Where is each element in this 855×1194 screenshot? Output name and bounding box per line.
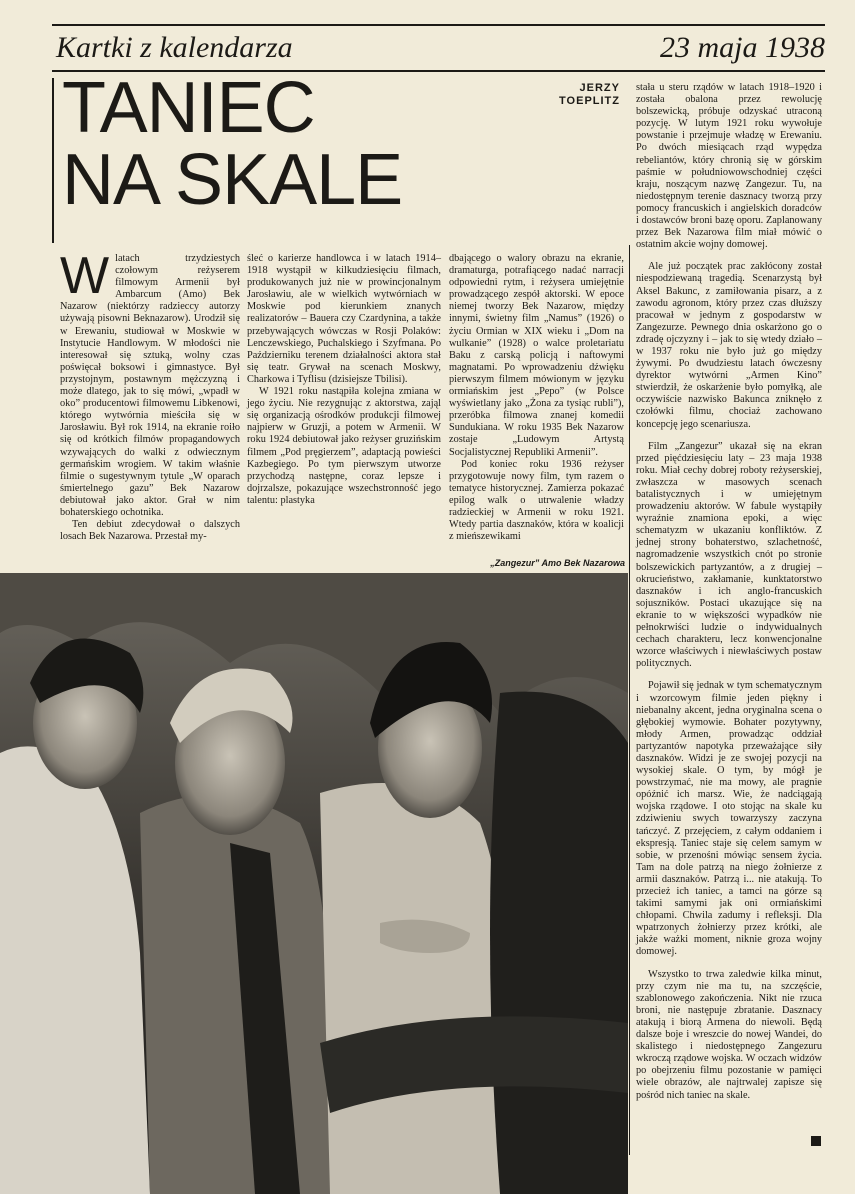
section-title: Kartki z kalendarza <box>56 31 293 64</box>
text-column-2 <box>247 253 441 507</box>
paragraph: Ale już początek prac zakłócony został niespodziewaną tragedią. Scenarzystą był Aksel Bakunc, z zamiłowania pisarz, a z zawodu agronom, który przez czas dłuższy pracował w jednym z gospodarstw w Zangezurze. Pewnego dnia oskarżono go o zdradę ojczyzny i – jak to się wtedy działo – w 1937 roku nie było już go między żywymi. Po dwudziestu latach ówczesny dyrektor wytwórni „Armen Kino” stwierdził, że oskarżenie było pomyłką, ale oczywiście nazwisko Bakunca zniknęło z czołówki filmu, chociaż zachowano koncepcję jego scenariusza. <box>636 261 822 430</box>
paragraph: dbającego o walory obrazu na ekranie, dramaturga, potrafiącego nadać narracji odpowiedni rytm, i reżysera umiejętnie prowadzącego zespół aktorski. W epoce niemej tworzy Bek Nazarow, między innymi, świetny film „Namus” (1926) o życiu Ormian w XIX wieku i „Dom na wulkanie” (1928) o walce proletariatu Baku z carską policją i naftowymi magnatami. Po wprowadzeniu dźwięku pierwszym filmem mówionym w języku ormiańskim jest „Pepo” (w Polsce wyświetlany jako „Żona za tysiąc rubli”), przeróbka filmowa znanej komedii Sundukiana. W roku 1935 Bek Nazarow zostaje „Ludowym Artystą Socjalistycznej Republiki Armenii”. <box>449 253 624 458</box>
paragraph: Pojawił się jednak w tym schematycznym i wzorcowym filmie jeden piękny i niebanalny akcent, jedna oryginalna scena o głębokiej wymowie. Bohater pozytywny, młody Armen, prowadząc oddział partyzantów napotyka przeważające siły dasznaków. Widzi je ze swojej pozycji na wysokiej skale. O tym, by mógł je powstrzymać, nie ma mowy, ale pragnie opóźnić ich marsz. Wie, że nadciągają wojska rządowe. I oto stojąc na skale ku zdziwieniu swych towarzyszy zaczyna tańczyć. Z przejęciem, z całym oddaniem i ekspresją. Taniec staje się celem samym w sobie, w przenośni mówiąc sensem życia. Tam na dole patrzą na niego żołnierze z armii dasznaków. Patrzą i... nie atakują. To przecież ich taniec, a tamci na górze są takimi samymi jak oni ormiańskimi chłopami. Chwila zadumy i refleksji. Dla wpatrzonych żołnierzy przez krótki, ale jakże ważki moment, niknie groza wojny domowej. <box>636 680 822 958</box>
paragraph: Wszystko to trwa zaledwie kilka minut, przy czym nie ma tu, na szczęście, szablonowego zakończenia. Nikt nie rzuca broni, nie następuje zbratanie. Dasznacy atakują i biorą Armena do niewoli. Będą dalsze boje i wreszcie do nowej Wandei, do skalistego i niedostępnego Zangezuru wkroczą rządowe wojska. W oczach widzów po obejrzeniu filmu pozostanie w pamięci wiele obrazów, ale najtrwalej zapisze się pośród nich taniec na skale. <box>636 968 822 1101</box>
author-last-name: TOEPLITZ <box>559 95 620 107</box>
drop-cap: W <box>60 247 110 305</box>
text-column-3 <box>449 253 624 543</box>
column-divider <box>629 245 630 1155</box>
film-still-photo <box>0 573 628 1194</box>
issue-date: 23 maja 1938 <box>660 31 825 64</box>
paragraph: Ten debiut zdecydował o dalszych losach Bek Nazarowa. Przestał my- <box>60 519 240 543</box>
text-column-4 <box>636 82 822 1102</box>
paragraph: śleć o karierze handlowca i w latach 1914–1918 wystąpił w kilkudziesięciu filmach, produkowanych już nie w prowincjonalnym Jarosławiu, ale w wielkich wytwórniach w Moskwie pod kierunkiem znanych realizatorów – Bauera czy Czardynina, a także przebywających wówczas w Rosji Polaków: Lenczewskiego, Puchalskiego i Szyfmana. Po Październiku terenem działalności aktora stał się teatr. Grywał na scenach Moskwy, Charkowa i Tyflisu (dzisiejsze Tbilisi). <box>247 253 441 385</box>
paragraph: Wlatach trzydziestych czołowym reżyserem filmowym Armenii był Ambarcum (Amo) Bek Nazarow (niektórzy radzieccy autorzy używają pisowni Beknazarow). Urodził się w Erewaniu, studiował w Moskwie w Instytucie Handlowym. W młodości nie interesował się sztuką, wolny czas poświęcał boksowi i gimnastyce. Był przystojnym, postawnym mężczyzną i może dlatego, jak to się mówi, „wpadł w oko” producentowi filmowemu Libkenowi, którego wytwórnia mieściła się w Jarosławiu. Był rok 1914, na ekranie roiło się od krótkich filmów propagandowych wzywających do walki z odwiecznym germańskim wrogiem. W takim właśnie filmie o sugestywnym tytule „W oparach śmiertelnego gazu” Bek Nazarow debiutował jako aktor. Grał w nim bohaterskiego ochotnika. <box>60 247 240 518</box>
paragraph: W 1921 roku nastąpiła kolejna zmiana w jego życiu. Nie rezygnując z aktorstwa, zająl się organizacją ośrodków produkcji filmowej najpierw w Gruzji, a potem w Armenii. W roku 1924 debiutował jako reżyser gruzińskim filmem „Pod pręgierzem”, adaptacją powieści Kazbegiego. Po tym pierwszym utworze przychodzą następne, coraz lepsze i dojrzalsze, pokazujące wszechstronność jego talentu: plastyka <box>247 386 441 506</box>
photo-caption: „Zangezur” Amo Bek Nazarowa <box>490 558 625 568</box>
paragraph: stała u steru rządów w latach 1918–1920 i została obalona przez rewolucję bolszewicką, próbuje odzyskać utraconą pozycję. W lutym 1921 roku wywołuje powstanie i przejmuje władzę w Erewaniu. Po dwóch miesiącach rząd wypędza rebeliantów, który chronią się w górskim paśmie w południowowschodniej części kraju, noszącym nazwę Zangezur. Tu, na niedostępnym terenie dasznacy tworzą przy pomocy francuskich i angielskich doradców i dostawców broni bazę oporu. Zaplanowany przez Bek Nazarowa film miał mówić o ostatnim akcie wojny domowej. <box>636 82 822 251</box>
paragraph: Film „Zangezur” ukazał się na ekran przed pięćdziesięciu laty – 23 maja 1938 roku. Miał cechy dobrej roboty reżyserskiej, zwłaszcza w masowych scenach batalistycznych i w umiejętnym prowadzeniu aktorów. W fabule wystąpiły wyraźnie znamiona epoki, a więc schematyzm w ukazaniu konfliktów. Z jednej strony bohaterstwo, szlachetność, nagromadzenie wszystkich cnót po stronie bolszewickich partyzantów, a z drugiej – okrucieństwo, zakłamanie, kunktatorstwo dasznaków i ich anglo-francuskich sojuszników. Postaci ukazujące się na ekranie to w większości wypadków nie pełnokrwiści ludzie o indywidualnych cechach charakteru, lecz konwencjonalne wzorce właściwych i niewłaściwych postaw politycznych. <box>636 440 822 670</box>
text-column-1 <box>60 247 240 543</box>
article-end-mark <box>811 1136 821 1146</box>
article-title <box>62 68 422 220</box>
author-byline <box>500 82 620 108</box>
header-top-rule <box>52 24 825 26</box>
author-first-name: JERZY <box>579 82 620 94</box>
title-line-2: NA SKALE <box>62 140 403 220</box>
film-still-illustration <box>0 573 628 1194</box>
paragraph: Pod koniec roku 1936 reżyser przygotowuje nowy film, tym razem o tematyce historycznej. Zamierza pokazać epilog walk o utrwalenie władzy radzieckiej w Armenii w roku 1921. Wtedy partia dasznaków, która w koalicji z mieńszewikami <box>449 458 624 543</box>
title-side-bar <box>52 78 54 243</box>
title-line-1: TANIEC <box>62 68 315 148</box>
